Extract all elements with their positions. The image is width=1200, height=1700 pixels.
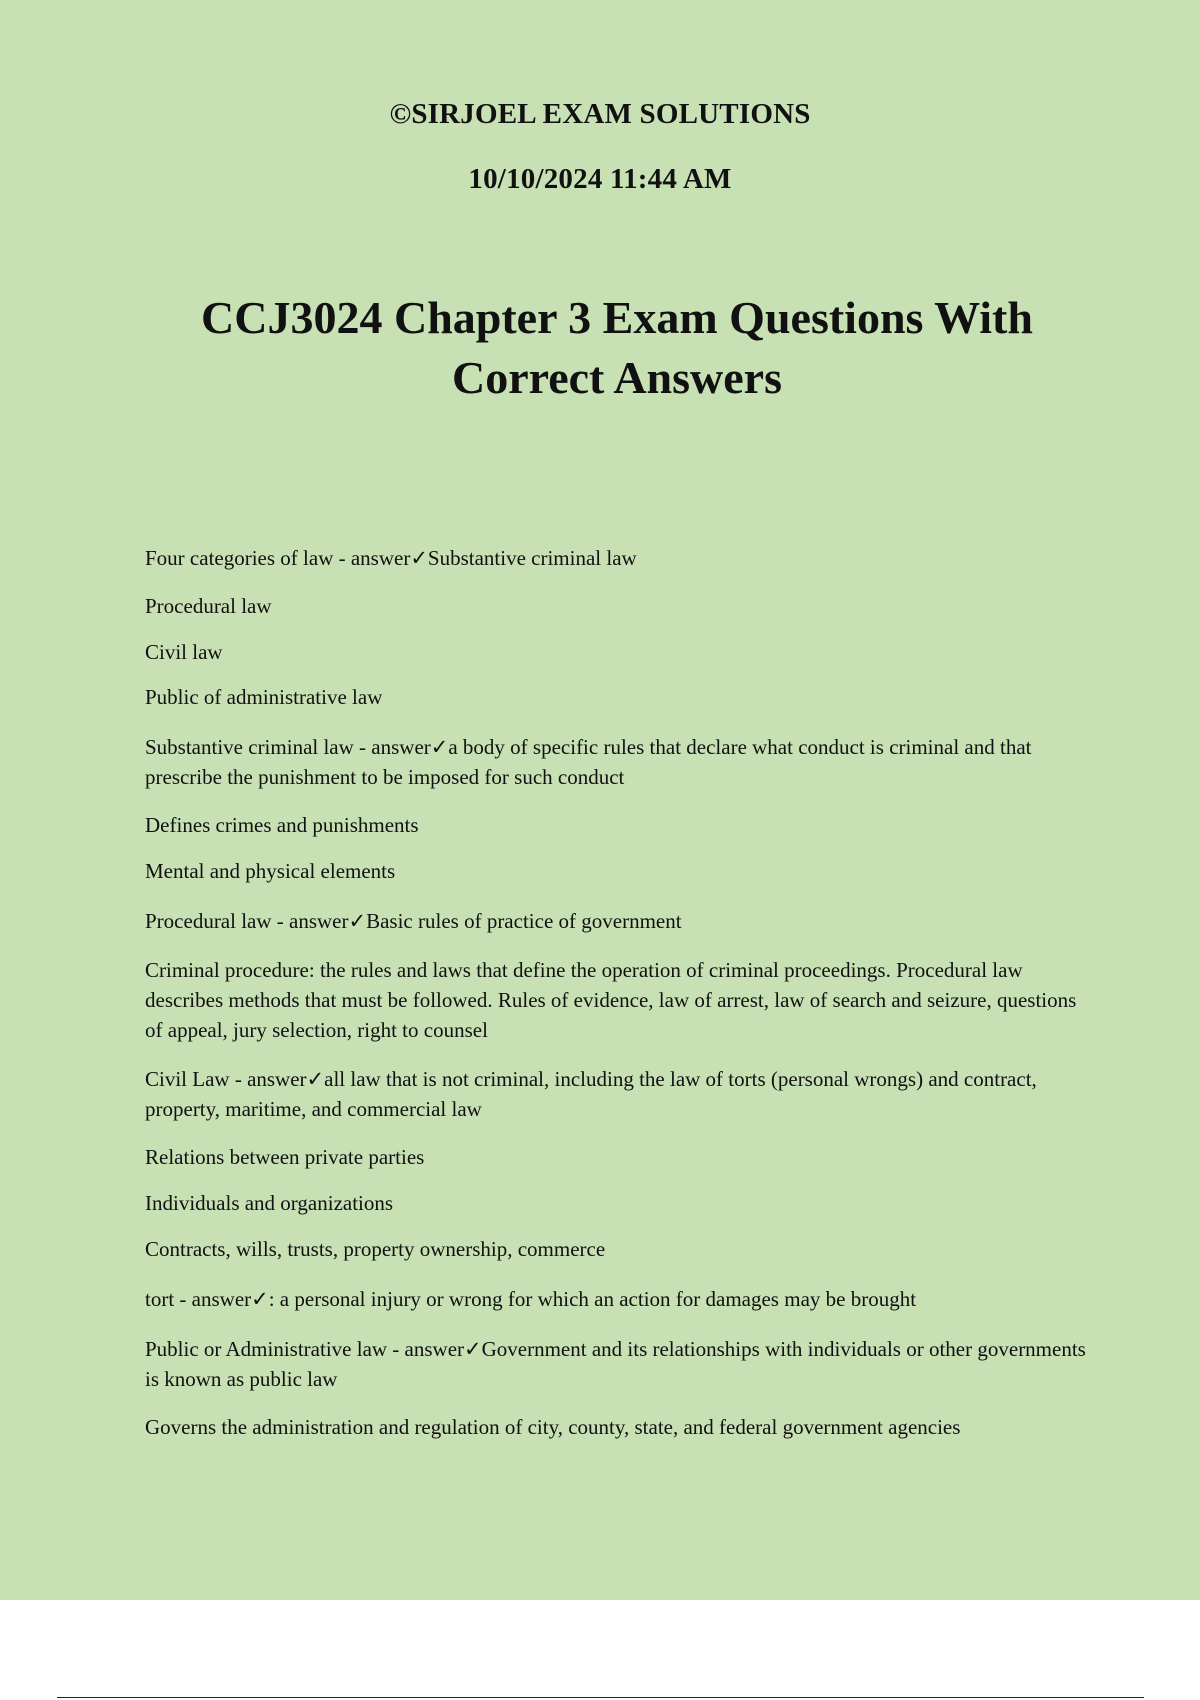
- paragraph: Individuals and organizations: [145, 1191, 394, 1215]
- paragraph: Relations between private parties: [145, 1145, 425, 1169]
- paragraph: tort - answer✓: a personal injury or wrong for which an action for damages may be brought: [145, 1287, 917, 1311]
- paragraph: Contracts, wills, trusts, property ownership, commerce: [145, 1237, 606, 1261]
- paragraph: Civil Law - answer✓all law that is not criminal, including the law of torts (personal wrongs) and contract, property, maritime, and commercial law: [145, 1067, 1037, 1121]
- paragraph: Civil law: [145, 640, 223, 664]
- paragraph: Procedural law - answer✓Basic rules of practice of government: [145, 909, 682, 933]
- paragraph: Governs the administration and regulation of city, county, state, and federal government agencies: [145, 1415, 961, 1439]
- copyright-header: ©SIRJOEL EXAM SOLUTIONS: [389, 98, 811, 130]
- footer-divider: [57, 1697, 1144, 1698]
- paragraph: Public of administrative law: [145, 685, 383, 709]
- paragraph: Four categories of law - answer✓Substantive criminal law: [145, 546, 637, 570]
- paragraph: Procedural law: [145, 594, 272, 618]
- paragraph: Defines crimes and punishments: [145, 813, 419, 837]
- document-title: CCJ3024 Chapter 3 Exam Questions With Correct Answers: [201, 292, 1033, 403]
- paragraph: Mental and physical elements: [145, 859, 396, 883]
- paragraph: Public or Administrative law - answer✓Government and its relationships with individuals or other governments is known as public law: [145, 1337, 1086, 1391]
- paragraph: Substantive criminal law - answer✓a body of specific rules that declare what conduct is criminal and that prescribe the punishment to be imposed for such conduct: [145, 735, 1032, 789]
- paragraph: Criminal procedure: the rules and laws that define the operation of criminal proceedings. Procedural law describes methods that must be followed. Rules of evidence, law of arrest, law of search and seizure, questions of appeal, jury selection, right to counsel: [145, 958, 1077, 1042]
- date-header: 10/10/2024 11:44 AM: [468, 163, 732, 195]
